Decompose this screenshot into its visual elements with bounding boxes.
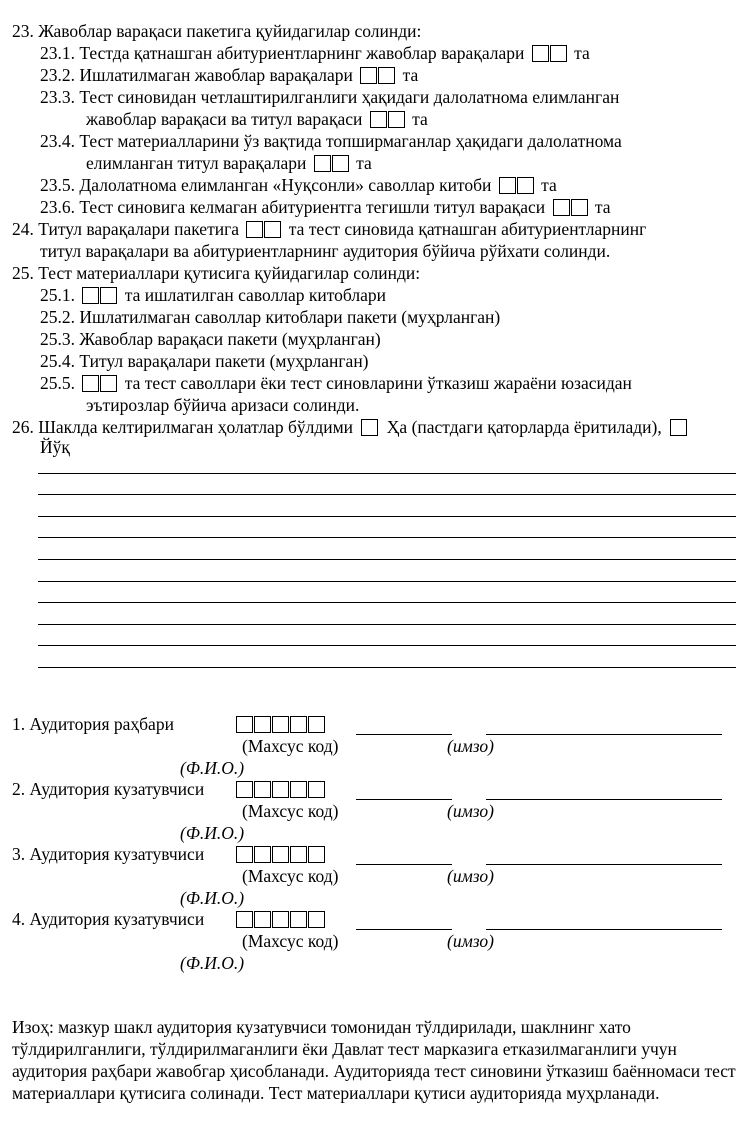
sign-caption: (имзо) <box>447 736 494 756</box>
unit-label: та <box>402 65 419 85</box>
sign-caption: (имзо) <box>447 801 494 821</box>
digit-box[interactable] <box>517 177 534 194</box>
item-25-4: 25.4. Титул варақалари пакети (муҳрланган) <box>40 351 369 371</box>
digit-box[interactable] <box>499 177 516 194</box>
code-digit-box[interactable] <box>308 911 325 928</box>
digit-box[interactable] <box>370 111 387 128</box>
digit-box[interactable] <box>314 155 331 172</box>
item-23-6 <box>40 196 611 218</box>
writing-line[interactable] <box>38 667 736 668</box>
item-23-6-text: 23.6. Тест синовига келмаган абитуриентга тегишли титул варақаси <box>40 197 546 217</box>
footnote: Изоҳ: мазкур шакл аудитория кузатувчиси томонидан тўлдирилади, шаклнинг хато тўлдирилганлиги, тўлдирилмаганлиги ёки Давлат тест марказига етказилмаганлиги учун аудитория раҳбари жавобгар ҳисобланади. Аудиторияда тест синовини ўтказиш баённомаси тест материаллари қутисига солинади. Тест материаллари қутиси аудиторияда муҳрланади. <box>12 1017 736 1103</box>
no-label: Йўқ <box>40 437 70 457</box>
code-digit-box[interactable] <box>308 781 325 798</box>
item-23-1 <box>40 42 590 64</box>
code-digit-box[interactable] <box>272 911 289 928</box>
code-caption: (Махсус код) <box>242 931 339 951</box>
code-digit-box[interactable] <box>236 846 253 863</box>
yes-checkbox[interactable] <box>361 419 378 436</box>
writing-line[interactable] <box>38 537 736 538</box>
count-boxes-23-4[interactable] <box>314 152 349 174</box>
item-23-4-text: елимланган титул варақалари <box>86 153 307 173</box>
item-25-5-text: та тест саволлари ёки тест синовларини ўтказиш жараёни юзасидан <box>124 373 632 393</box>
writing-line[interactable] <box>38 559 736 560</box>
digit-box[interactable] <box>388 111 405 128</box>
fio-line[interactable] <box>486 929 722 930</box>
code-digit-box[interactable] <box>272 846 289 863</box>
code-digit-box[interactable] <box>290 846 307 863</box>
code-digit-box[interactable] <box>290 911 307 928</box>
writing-line[interactable] <box>38 624 736 625</box>
item-23-heading: 23. Жавоблар варақаси пакетига қуйидагилар солинди: <box>12 21 422 41</box>
sign-caption: (имзо) <box>447 866 494 886</box>
yes-label: Ҳа (пастдаги қаторларда ёритилади), <box>386 417 662 437</box>
writing-line[interactable] <box>38 473 736 474</box>
signature-line[interactable] <box>356 929 452 930</box>
signature-row-4-label: 4. Аудитория кузатувчиси <box>12 909 205 929</box>
special-code-boxes-2[interactable] <box>236 778 325 800</box>
digit-box[interactable] <box>360 67 377 84</box>
item-23-4-line1: 23.4. Тест материалларини ўз вақтида топширмаганлар ҳақидаги далолатнома <box>40 131 622 151</box>
code-digit-box[interactable] <box>236 781 253 798</box>
item-25-5 <box>40 372 632 394</box>
code-digit-box[interactable] <box>308 716 325 733</box>
item-23-4-line2 <box>86 152 372 174</box>
digit-box[interactable] <box>264 221 281 238</box>
unit-label: та <box>412 109 428 129</box>
item-25-3: 25.3. Жавоблар варақаси пакети (муҳрланган) <box>40 329 381 349</box>
special-code-boxes-3[interactable] <box>236 843 325 865</box>
digit-box[interactable] <box>553 199 570 216</box>
item-25-1 <box>40 284 386 306</box>
fio-caption: (Ф.И.О.) <box>180 953 245 973</box>
code-digit-box[interactable] <box>254 846 271 863</box>
fio-line[interactable] <box>486 864 722 865</box>
item-25-2: 25.2. Ишлатилмаган саволлар китоблари пакети (муҳрланган) <box>40 307 501 327</box>
item-23-3-text: жавоблар варақаси ва титул варақаси <box>86 109 363 129</box>
sign-caption: (имзо) <box>447 931 494 951</box>
unit-label: та <box>574 43 590 63</box>
item-25-5-line2: эътирозлар бўйича аризаси солинди. <box>86 395 360 415</box>
unit-label: та <box>356 153 372 173</box>
code-digit-box[interactable] <box>254 716 271 733</box>
item-24-line1 <box>12 218 646 240</box>
writing-line[interactable] <box>38 602 736 603</box>
unit-label: та <box>541 175 557 195</box>
digit-box[interactable] <box>532 45 549 62</box>
writing-line[interactable] <box>38 516 736 517</box>
digit-box[interactable] <box>82 287 99 304</box>
item-25-1-num: 25.1. <box>40 285 75 305</box>
item-24-text-post: та тест синовида қатнашган абитуриентларнинг <box>288 219 647 239</box>
no-checkbox[interactable] <box>670 419 687 436</box>
item-25-5-num: 25.5. <box>40 373 75 393</box>
item-23-3-line2 <box>86 108 428 130</box>
fio-line[interactable] <box>486 799 722 800</box>
count-boxes-23-2[interactable] <box>360 64 395 86</box>
code-digit-box[interactable] <box>272 781 289 798</box>
count-boxes-23-3[interactable] <box>370 108 405 130</box>
writing-line[interactable] <box>38 494 736 495</box>
item-23-1-text: 23.1. Тестда қатнашган абитуриентларнинг жавоблар варақалари <box>40 43 525 63</box>
signature-line[interactable] <box>356 864 452 865</box>
signature-row-1-label: 1. Аудитория раҳбари <box>12 714 174 734</box>
fio-caption: (Ф.И.О.) <box>180 823 245 843</box>
signature-line[interactable] <box>356 734 452 735</box>
digit-box[interactable] <box>100 287 117 304</box>
code-caption: (Махсус код) <box>242 801 339 821</box>
code-digit-box[interactable] <box>308 846 325 863</box>
item-24-line2: титул варақалари ва абитуриентларнинг аудитория бўйича рўйхати солинди. <box>40 241 611 261</box>
signature-row-2-label: 2. Аудитория кузатувчиси <box>12 779 205 799</box>
special-code-boxes-1[interactable] <box>236 713 325 735</box>
item-23-5 <box>40 174 557 196</box>
digit-box[interactable] <box>550 45 567 62</box>
digit-box[interactable] <box>246 221 263 238</box>
item-26-text: 26. Шаклда келтирилмаган ҳолатлар бўлдими <box>12 417 354 437</box>
count-boxes-25-1[interactable] <box>82 284 117 306</box>
code-digit-box[interactable] <box>272 716 289 733</box>
digit-box[interactable] <box>332 155 349 172</box>
code-digit-box[interactable] <box>254 781 271 798</box>
count-boxes-25-5[interactable] <box>82 372 117 394</box>
item-26-line1 <box>12 416 687 438</box>
item-23-5-text: 23.5. Далолатнома елимланган «Нуқсонли» саволлар китоби <box>40 175 492 195</box>
count-boxes-24[interactable] <box>246 218 281 240</box>
signature-row-3-label: 3. Аудитория кузатувчиси <box>12 844 205 864</box>
digit-box[interactable] <box>100 375 117 392</box>
code-digit-box[interactable] <box>236 911 253 928</box>
special-code-boxes-4[interactable] <box>236 908 325 930</box>
writing-line[interactable] <box>38 645 736 646</box>
code-caption: (Махсус код) <box>242 736 339 756</box>
count-boxes-23-5[interactable] <box>499 174 534 196</box>
fio-caption: (Ф.И.О.) <box>180 888 245 908</box>
code-digit-box[interactable] <box>290 781 307 798</box>
digit-box[interactable] <box>378 67 395 84</box>
code-digit-box[interactable] <box>236 716 253 733</box>
item-25-1-text: та ишлатилган саволлар китоблари <box>124 285 386 305</box>
code-digit-box[interactable] <box>254 911 271 928</box>
count-boxes-23-6[interactable] <box>553 196 588 218</box>
writing-line[interactable] <box>38 581 736 582</box>
unit-label: та <box>594 197 611 217</box>
code-digit-box[interactable] <box>290 716 307 733</box>
fio-caption: (Ф.И.О.) <box>180 758 245 778</box>
digit-box[interactable] <box>571 199 588 216</box>
count-boxes-23-1[interactable] <box>532 42 567 64</box>
code-caption: (Махсус код) <box>242 866 339 886</box>
signature-line[interactable] <box>356 799 452 800</box>
item-25-heading: 25. Тест материаллари қутисига қуйидагилар солинди: <box>12 263 421 283</box>
item-23-3-line1: 23.3. Тест синовидан четлаштирилганлиги ҳақидаги далолатнома елимланган <box>40 87 620 107</box>
item-23-2 <box>40 64 418 86</box>
item-23-2-text: 23.2. Ишлатилмаган жавоблар варақалари <box>40 65 353 85</box>
digit-box[interactable] <box>82 375 99 392</box>
fio-line[interactable] <box>486 734 722 735</box>
item-24-text: 24. Титул варақалари пакетига <box>12 219 240 239</box>
